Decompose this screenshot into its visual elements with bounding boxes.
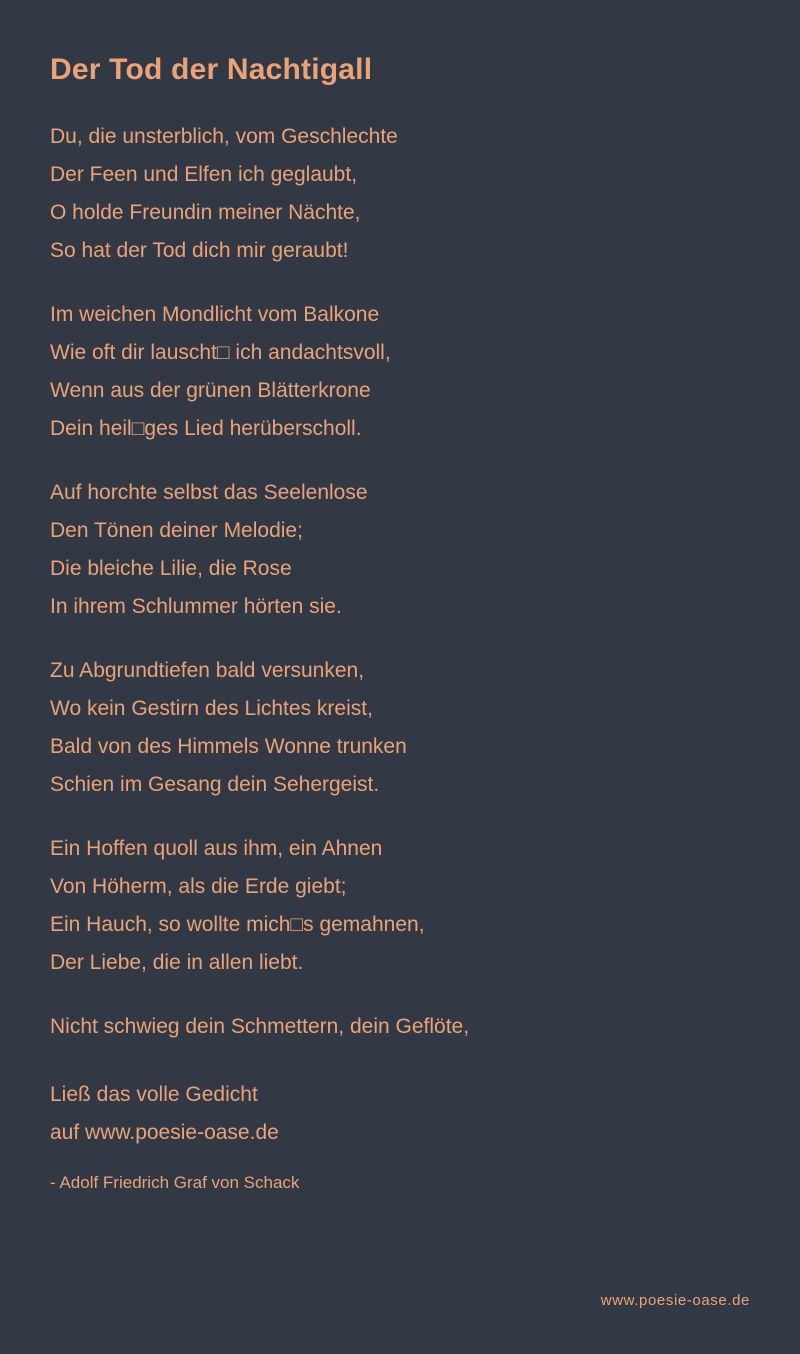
stanza-5 [50, 830, 750, 982]
poem-line: O holde Freundin meiner Nächte, [50, 201, 361, 224]
poem-line: Schien im Gesang dein Sehergeist. [50, 773, 380, 796]
stanza-1 [50, 118, 750, 270]
poem-line: Der Liebe, die in allen liebt. [50, 951, 304, 974]
poem-line: Von Höherm, als die Erde giebt; [50, 875, 347, 898]
poem-line: Auf horchte selbst das Seelenlose [50, 481, 368, 504]
stanza-2 [50, 296, 750, 448]
poem-line: Der Feen und Elfen ich geglaubt, [50, 163, 358, 186]
poem-line: Bald von des Himmels Wonne trunken [50, 735, 407, 758]
author-attribution: - Adolf Friedrich Graf von Schack [50, 1173, 300, 1192]
poem-line: Ein Hauch, so wollte mich□s gemahnen, [50, 913, 425, 936]
poem-line: Die bleiche Lilie, die Rose [50, 557, 292, 580]
poem-line: Dein heil□ges Lied herüberscholl. [50, 417, 362, 440]
poem-line: Nicht schwieg dein Schmettern, dein Geflöte, [50, 1015, 470, 1038]
page-title: Der Tod der Nachtigall [50, 53, 373, 86]
closing-line-1: Ließ das volle Gedicht [50, 1083, 258, 1106]
poem-line: Zu Abgrundtiefen bald versunken, [50, 659, 365, 682]
poem-line: Ein Hoffen quoll aus ihm, ein Ahnen [50, 837, 383, 860]
footer-site-url: www.poesie-oase.de [600, 1292, 750, 1309]
poem-line: Im weichen Mondlicht vom Balkone [50, 303, 380, 326]
poem-line: So hat der Tod dich mir geraubt! [50, 239, 349, 262]
stanza-6 [50, 1008, 750, 1046]
poem-line: Du, die unsterblich, vom Geschlechte [50, 125, 398, 148]
poem-line: Wo kein Gestirn des Lichtes kreist, [50, 697, 373, 720]
closing-note [50, 1076, 750, 1152]
closing-line-2: auf www.poesie-oase.de [50, 1121, 279, 1144]
stanza-3 [50, 474, 750, 626]
poem-line: Wenn aus der grünen Blätterkrone [50, 379, 371, 402]
poem-line: In ihrem Schlummer hörten sie. [50, 595, 342, 618]
poem-line: Wie oft dir lauscht□ ich andachtsvoll, [50, 341, 391, 364]
poem-line: Den Tönen deiner Melodie; [50, 519, 303, 542]
stanza-4 [50, 652, 750, 804]
